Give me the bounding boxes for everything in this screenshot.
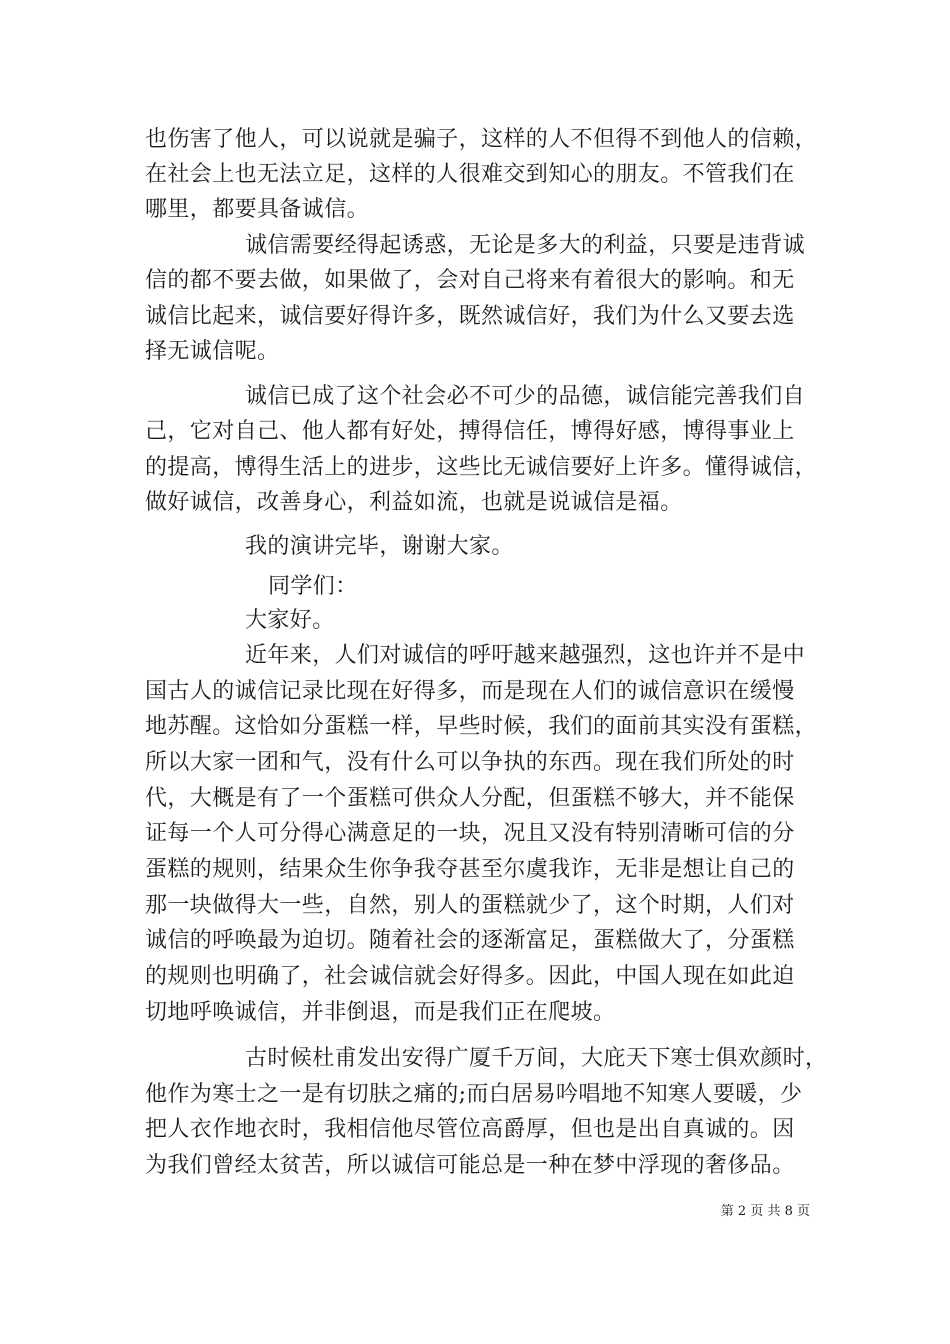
page-number: 第 2 页 共 8 页 [720,1204,810,1219]
salutation: 同学们： [268,574,358,599]
text-line: 择无诚信呢。 [145,339,280,364]
text-line: 诚信的呼唤最为迫切。随着社会的逐渐富足，蛋糕做大了，分蛋糕 [145,928,795,953]
text-line: 在社会上也无法立足，这样的人很难交到知心的朋友。不管我们在 [145,162,795,187]
text-line: 也伤害了他人，可以说就是骗子，这样的人不但得不到他人的信赖， [145,127,818,152]
paragraph-first-line: 诚信已成了这个社会必不可少的品德，诚信能完善我们自 [245,384,806,409]
text-line: 那一块做得大一些，自然，别人的蛋糕就少了，这个时期，人们对 [145,893,795,918]
text-line: 做好诚信，改善身心，利益如流，也就是说诚信是福。 [145,490,683,515]
text-line: 蛋糕的规则，结果众生你争我夺甚至尔虞我诈，无非是想让自己的 [145,857,795,882]
text-line: 代，大概是有了一个蛋糕可供众人分配，但蛋糕不够大，并不能保 [145,786,795,811]
text-line: 哪里，都要具备诚信。 [145,197,370,222]
paragraph-first-line: 诚信需要经得起诱惑，无论是多大的利益，只要是违背诚 [245,233,806,258]
text-line: 为我们曾经太贫苦，所以诚信可能总是一种在梦中浮现的奢侈品。 [145,1153,795,1178]
text-line: 把人衣作地衣时，我相信他尽管位高爵厚，但也是出自真诚的。因 [145,1117,795,1142]
paragraph-first-line: 古时候杜甫发出安得广厦千万间，大庇天下寒士俱欢颜时， [245,1046,828,1071]
text-line: 他作为寒士之一是有切肤之痛的;而白居易吟唱地不知寒人要暖，少 [145,1082,803,1107]
text-line: 信的都不要去做，如果做了，会对自己将来有着很大的影响。和无 [145,268,795,293]
text-line: 国古人的诚信记录比现在好得多，而是现在人们的诚信意识在缓慢 [145,679,795,704]
greeting: 大家好。 [245,608,335,633]
text-line: 的规则也明确了，社会诚信就会好得多。因此，中国人现在如此迫 [145,964,795,989]
text-line: 己，它对自己、他人都有好处，搏得信任，博得好感，博得事业上 [145,419,795,444]
paragraph-first-line: 近年来，人们对诚信的呼吁越来越强烈，这也许并不是中 [245,643,806,668]
text-line: 切地呼唤诚信，并非倒退，而是我们正在爬坡。 [145,1000,616,1025]
text-line: 的提高，博得生活上的进步，这些比无诚信要好上许多。懂得诚信， [145,455,818,480]
text-line: 证每一个人可分得心满意足的一块，况且又没有特别清晰可信的分 [145,821,795,846]
text-line: 所以大家一团和气，没有什么可以争执的东西。现在我们所处的时 [145,750,795,775]
text-line: 诚信比起来，诚信要好得许多，既然诚信好，我们为什么又要去选 [145,304,795,329]
text-line: 地苏醒。这恰如分蛋糕一样，早些时候，我们的面前其实没有蛋糕， [145,714,818,739]
closing-line: 我的演讲完毕，谢谢大家。 [245,534,514,559]
